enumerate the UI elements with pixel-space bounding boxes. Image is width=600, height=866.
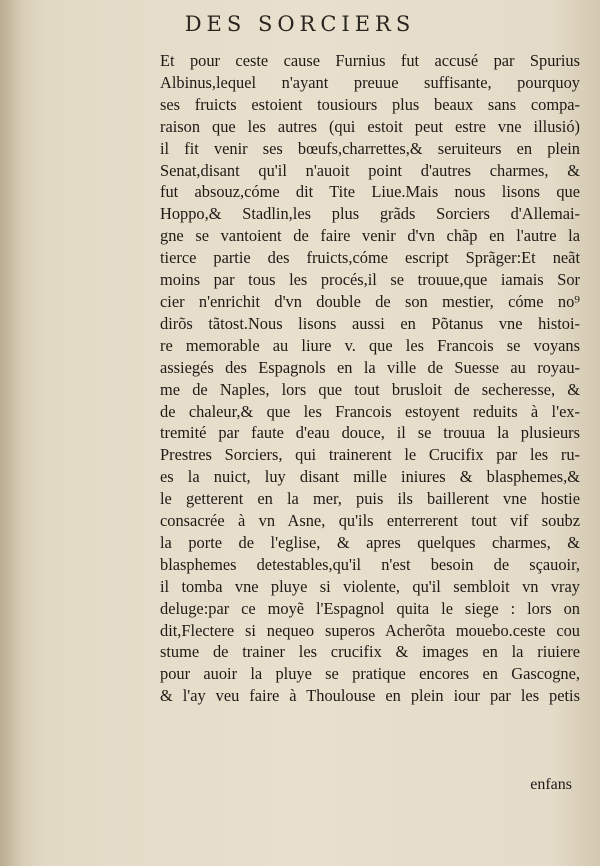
text-line: le getterent en la mer, puis ils baillerent vne hostie — [160, 489, 580, 509]
text-line: de chaleur,& que les Francois estoyent reduits à l'ex- — [160, 401, 580, 421]
text-line: me de Naples, lors que tout brusloit de secheresse, & — [160, 379, 580, 399]
text-line: raison que les autres (qui estoit peut estre vne illusió) — [160, 116, 580, 136]
text-line: il fit venir ses bœufs,charrettes,& seruiteurs en plein — [160, 138, 580, 158]
text-line: pour auoir la pluye se pratique encores en Gascogne, — [160, 664, 580, 684]
text-line: dirõs tãtost.Nous lisons aussi en Põtanus vne histoi- — [160, 313, 580, 333]
gutter-shadow — [0, 0, 22, 866]
text-line: consacrée à vn Asne, qu'ils enterrerent tout vif soubz — [160, 511, 580, 531]
text-line: la porte de l'eglise, & apres quelques charmes, & — [160, 532, 580, 552]
text-line: assiegés des Espagnols en la ville de Suesse au royau- — [160, 357, 580, 377]
text-line: Senat,disant qu'il n'auoit point d'autres charmes, & — [160, 160, 580, 180]
text-line: dit,Flectere si nequeo superos Acherõta mouebo.ceste cou — [160, 620, 580, 640]
catchword: enfans — [530, 776, 572, 793]
text-line: fut absouz,cóme dit Tite Liue.Mais nous lisons que — [160, 182, 580, 202]
text-line: deluge:par ce moyẽ l'Espagnol quita le siege : lors on — [160, 598, 580, 618]
body-text — [160, 50, 580, 707]
text-line: Albinus,lequel n'ayant preuue suffisante, pourquoy — [160, 72, 580, 92]
text-line: tierce partie des fruicts,cóme escript Sprãger:Et neãt — [160, 248, 580, 268]
text-line: gne se vantoient de faire venir d'vn chãp en l'autre la — [160, 226, 580, 246]
text-line: stume de trainer les crucifix & images en la riuiere — [160, 642, 580, 662]
running-title: DES SORCIERS — [184, 12, 416, 36]
text-line: cier n'enrichit d'vn double de son mestier, cóme no⁹ — [160, 291, 580, 311]
text-line: blasphemes detestables,qu'il n'est besoin de sçauoir, — [160, 554, 580, 574]
text-line: re memorable au liure v. que les Francois se voyans — [160, 335, 580, 355]
text-line: il tomba vne pluye si violente, qu'il sembloit vn vray — [160, 576, 580, 596]
text-line: tremité par faute d'eau douce, il se trouua la plusieurs — [160, 423, 580, 443]
text-line: Et pour ceste cause Furnius fut accusé par Spurius — [160, 51, 580, 70]
text-line: & l'ay veu faire à Thoulouse en plein iour par les petis — [160, 686, 580, 706]
text-line: Prestres Sorciers, qui trainerent le Crucifix par les ru- — [160, 445, 580, 465]
text-line: ses fruicts estoient tousiours plus beaux sans compa- — [160, 94, 580, 114]
text-line: Hoppo,& Stadlin,les plus grãds Sorciers d'Allemai- — [160, 204, 580, 224]
text-line: moins par tous les procés,il se trouue,que iamais Sor — [160, 270, 580, 290]
text-line: es la nuict, luy disant mille iniures & blasphemes,& — [160, 467, 580, 487]
